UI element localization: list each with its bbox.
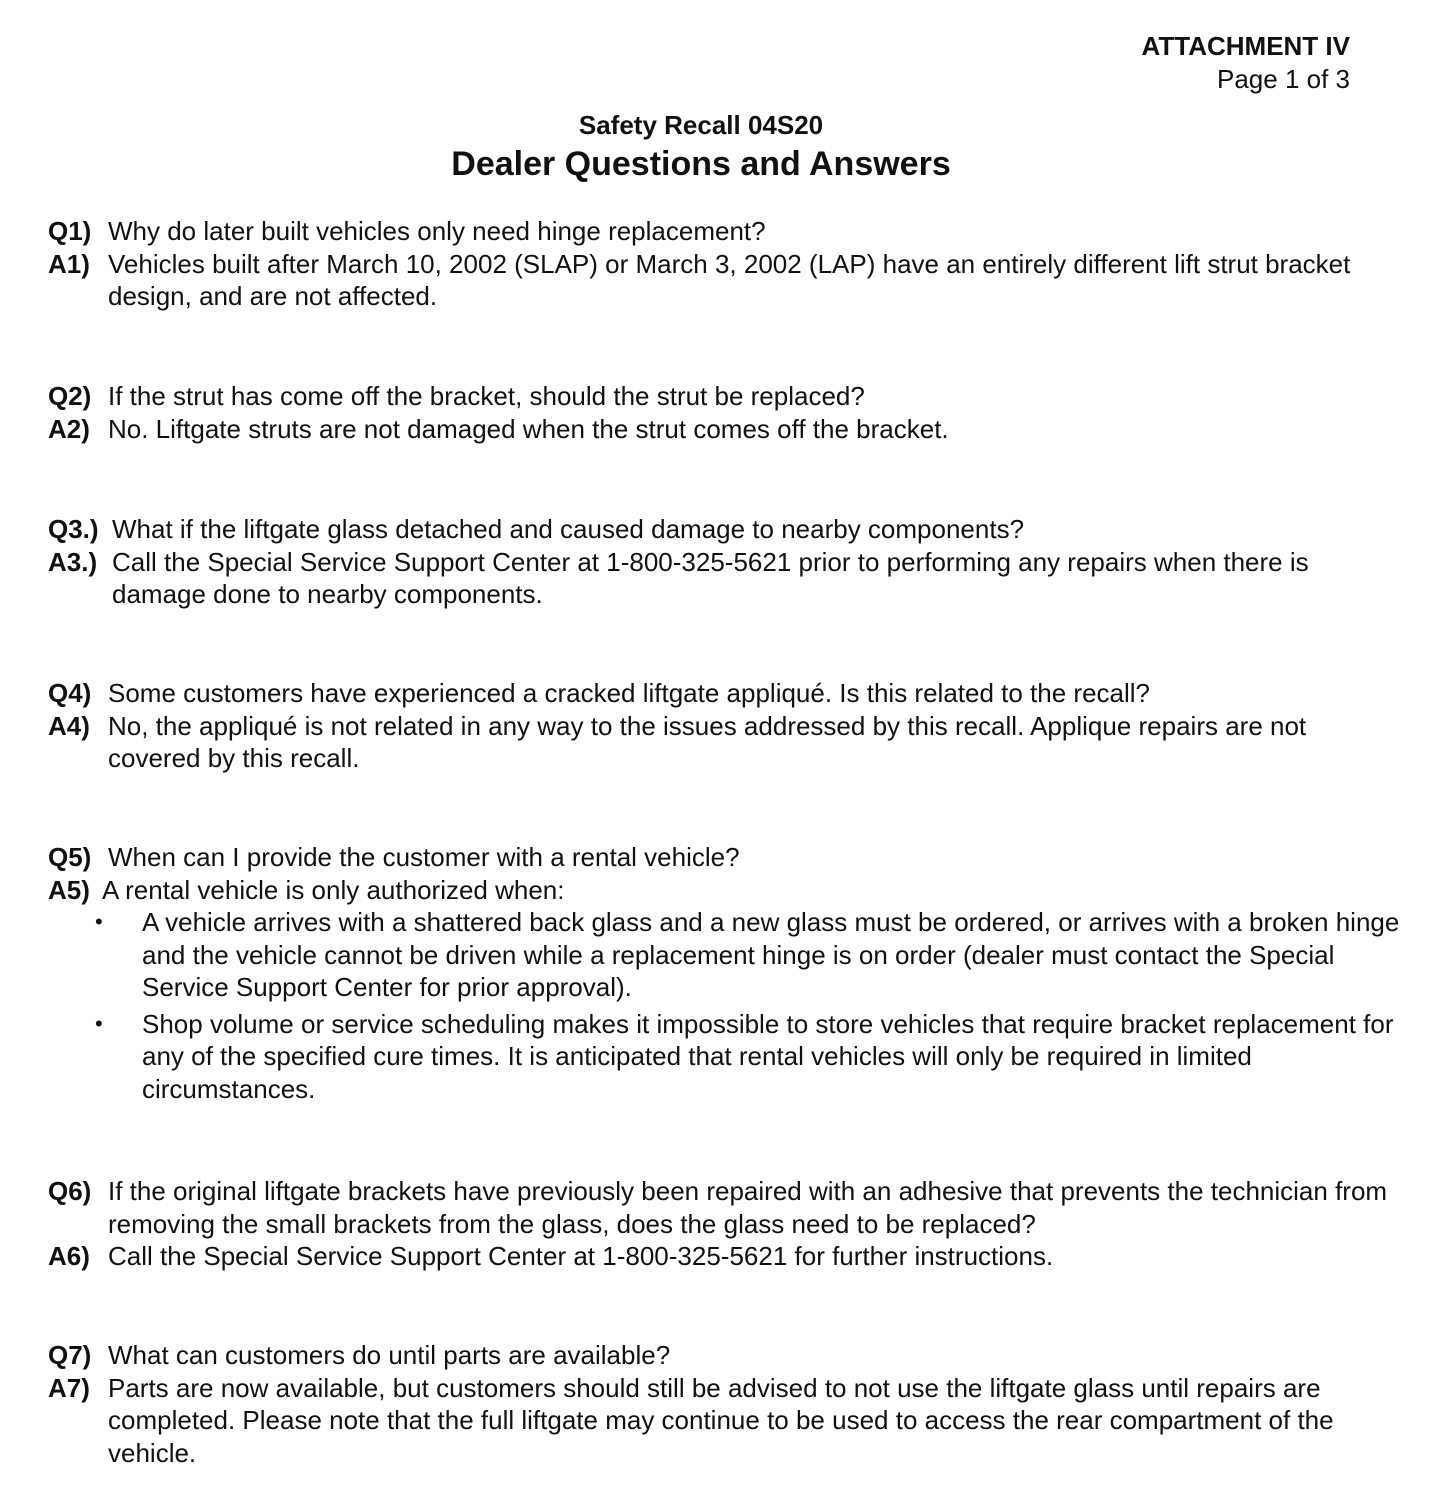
title-block [0,108,1402,186]
answer-text: No, the appliqué is not related in any way to the issues addressed by this recall. Applique repairs are not covered by this recall. [108,710,1307,773]
answer-6 [48,1240,1408,1273]
question-text: Some customers have experienced a cracked liftgate appliqué. Is this related to the recall? [108,678,1151,708]
answer-label: A6) [48,1241,90,1271]
question-label: Q4) [48,678,92,708]
question-label: Q7) [48,1340,92,1370]
rental-conditions-list [48,906,1408,1105]
answer-label: A5) [48,874,90,905]
page-title: Dealer Questions and Answers [451,145,951,183]
page-number: Page 1 of 3 [1217,64,1350,94]
recall-subtitle: Safety Recall 04S20 [578,110,824,140]
list-item-text: Shop volume or service scheduling makes it impossible to store vehicles that require bracket replacement for any of the specified cure times. It is anticipated that rental vehicles will only be required in limited circumstances. [142,1008,1394,1104]
answer-text: No. Liftgate struts are not damaged when the strut comes off the bracket. [108,413,949,444]
attachment-label: ATTACHMENT IV [1141,31,1350,61]
answer-1 [48,248,1408,313]
question-text: What can customers do until parts are available? [108,1340,671,1370]
question-1 [48,215,1408,248]
question-5 [48,841,1408,874]
qa-item-3 [48,513,1408,611]
answer-label: A7) [48,1372,90,1403]
answer-text: A rental vehicle is only authorized when: [102,874,565,905]
answer-3 [48,546,1408,611]
question-3 [48,513,1408,546]
answer-text: Call the Special Service Support Center at 1-800-325-5621 for further instructions. [108,1241,1054,1271]
qa-item-5 [48,841,1408,1109]
answer-7 [48,1372,1408,1470]
question-2 [48,380,1408,413]
answer-label: A4) [48,710,90,741]
question-label: Q2) [48,381,92,411]
bullet-icon: • [95,1010,103,1036]
question-text: What if the liftgate glass detached and caused damage to nearby components? [112,514,1025,544]
question-label: Q1) [48,216,92,246]
answer-text: Call the Special Service Support Center at 1-800-325-5621 prior to performing any repairs when there is damage done to nearby components. [112,546,1309,609]
question-text: When can I provide the customer with a rental vehicle? [108,842,740,872]
attachment-header [1142,30,1350,96]
question-6 [48,1175,1408,1240]
answer-4 [48,710,1408,775]
answer-2 [48,413,1408,446]
answer-label: A1) [48,248,90,279]
answer-text: Parts are now available, but customers should still be advised to not use the liftgate glass until repairs are completed. Please note that the full liftgate may continue to be used to access the rear compartment of the vehicle. [108,1372,1334,1468]
question-label: Q6) [48,1176,92,1206]
question-text: Why do later built vehicles only need hinge replacement? [108,216,766,246]
question-7 [48,1339,1408,1372]
qa-item-1 [48,215,1408,313]
qa-item-2 [48,380,1408,445]
question-text: If the original liftgate brackets have previously been repaired with an adhesive that prevents the technician from removing the small brackets from the glass, does the glass need to be replaced? [108,1176,1388,1239]
answer-label: A3.) [48,546,98,577]
answer-label: A2) [48,413,90,444]
list-item [95,906,1408,1004]
answer-5 [48,874,1408,907]
question-4 [48,677,1408,710]
list-item-text: A vehicle arrives with a shattered back glass and a new glass must be ordered, or arrives with a broken hinge and the vehicle cannot be driven while a replacement hinge is on order (dealer must contact the Special Service Support Center for prior approval). [142,907,1400,1002]
qa-item-6 [48,1175,1408,1273]
question-label: Q3.) [48,514,99,544]
question-text: If the strut has come off the bracket, should the strut be replaced? [108,381,865,411]
question-label: Q5) [48,842,92,872]
bullet-icon: • [95,909,103,934]
list-item [95,1008,1408,1106]
answer-text: Vehicles built after March 10, 2002 (SLAP) or March 3, 2002 (LAP) have an entirely different lift strut bracket design, and are not affected. [108,248,1351,311]
qa-item-4 [48,677,1408,775]
qa-item-7 [48,1339,1408,1469]
